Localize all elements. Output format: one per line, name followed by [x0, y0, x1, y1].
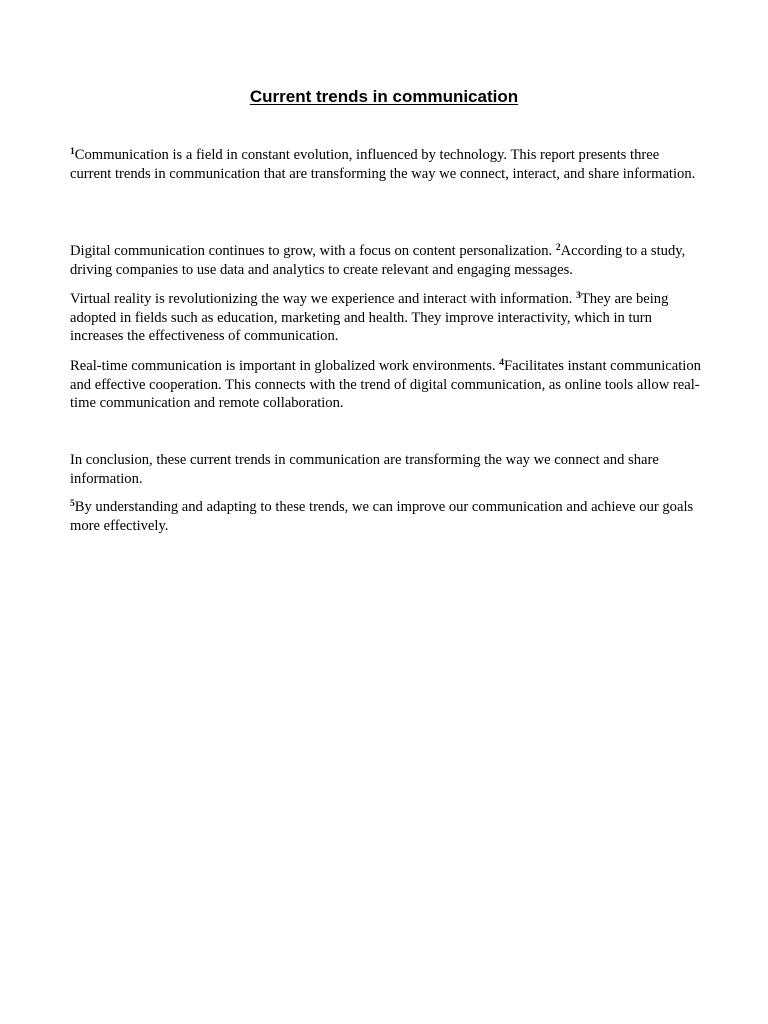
real-time-communication-paragraph [70, 357, 702, 413]
footnote-marker[interactable]: 3 [576, 290, 581, 301]
virtual-reality-paragraph [70, 290, 702, 346]
paragraph-text: Digital communication continues to grow, with a focus on content personalization. [70, 243, 556, 259]
paragraph-text: According to a study, driving companies to use data and analytics to create relevant and engaging messages. [70, 243, 686, 278]
paragraph-text: In conclusion, these current trends in communication are transforming the way we connect and share information. [70, 452, 659, 487]
paragraph-text: Virtual reality is revolutionizing the way we experience and interact with information. [70, 291, 577, 307]
footnote-marker[interactable]: 2 [555, 242, 561, 253]
paragraph-text: Facilitates instant communication and effective cooperation. This connects with the trend of digital communication, as online tools allow real-time communication and remote collaboration. [70, 358, 701, 412]
document-title [0, 86, 768, 108]
paragraph-text: By understanding and adapting to these trends, we can improve our communication and achieve our goals more effectively. [70, 499, 694, 534]
conclusion-paragraph [70, 451, 702, 488]
footnote-marker[interactable]: 5 [70, 498, 75, 509]
digital-communication-paragraph [70, 242, 702, 279]
footnote-marker[interactable]: 4 [499, 357, 504, 368]
footnote-marker[interactable]: 1 [70, 146, 75, 157]
closing-paragraph [70, 498, 702, 535]
paragraph-text: Communication is a field in constant evolution, influenced by technology. This report presents three current trends in communication that are transforming the way we connect, interact, and share information. [70, 147, 696, 182]
paragraph-text: They are being adopted in fields such as education, marketing and health. They improve interactivity, which in turn increases the effectiveness of communication. [70, 291, 669, 345]
paragraph-text: Real-time communication is important in globalized work environments. [70, 358, 500, 374]
intro-paragraph [70, 146, 702, 183]
document-title-text: Current trends in communication [249, 87, 519, 106]
